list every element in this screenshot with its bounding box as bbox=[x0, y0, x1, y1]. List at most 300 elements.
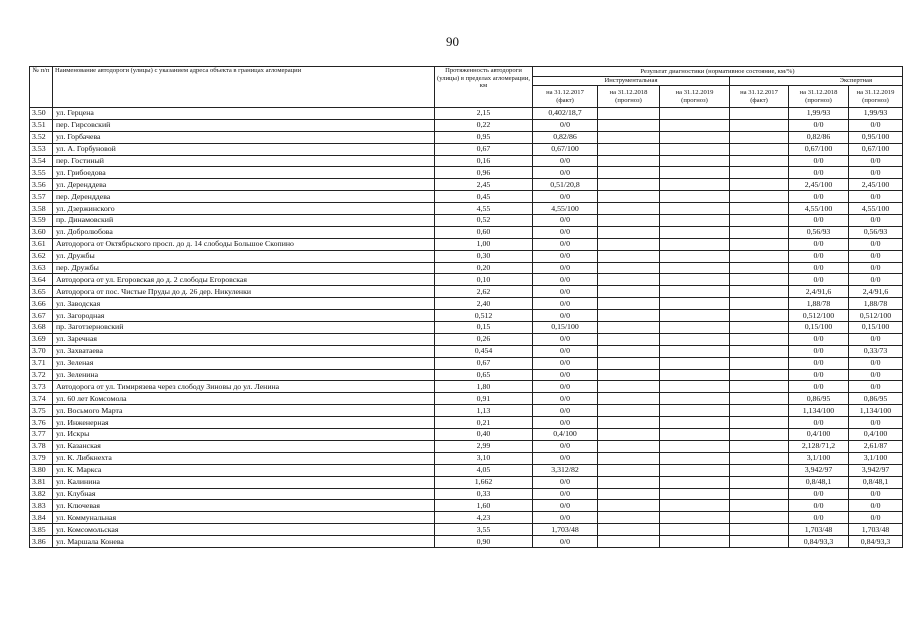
cell-expert-2019: 0/0 bbox=[849, 357, 903, 369]
cell-instr-2017: 0/0 bbox=[533, 417, 598, 429]
cell-instr-2019 bbox=[660, 119, 730, 131]
cell-instr-2017: 0,15/100 bbox=[533, 322, 598, 334]
table-row bbox=[30, 108, 903, 120]
cell-number: 3.67 bbox=[30, 310, 53, 322]
table-row bbox=[30, 369, 903, 381]
cell-name: Автодорога от Октябрьского просп. до д. 14 слободы Большое Скопино bbox=[53, 238, 435, 250]
cell-instr-2019 bbox=[660, 464, 730, 476]
table-row bbox=[30, 536, 903, 548]
cell-expert-2019: 0/0 bbox=[849, 417, 903, 429]
cell-length: 0,22 bbox=[435, 119, 533, 131]
cell-number: 3.53 bbox=[30, 143, 53, 155]
header-col-note: (факт) bbox=[750, 96, 768, 104]
cell-instr-2019 bbox=[660, 524, 730, 536]
cell-name: ул. Герцена bbox=[53, 108, 435, 120]
cell-expert-2019: 0/0 bbox=[849, 238, 903, 250]
cell-length: 2,99 bbox=[435, 440, 533, 452]
cell-expert-2018: 1,134/100 bbox=[789, 405, 849, 417]
cell-name: Автодорога от ул. Тимирязева через слободу Зиновы до ул. Ленина bbox=[53, 381, 435, 393]
header-col-note: (прогноз) bbox=[805, 96, 832, 104]
cell-number: 3.77 bbox=[30, 429, 53, 441]
cell-name: ул. Заводская bbox=[53, 298, 435, 310]
cell-expert-2017 bbox=[730, 464, 789, 476]
cell-instr-2019 bbox=[660, 310, 730, 322]
cell-name: ул. А. Горбуновой bbox=[53, 143, 435, 155]
cell-length: 0,45 bbox=[435, 191, 533, 203]
cell-length: 0,67 bbox=[435, 357, 533, 369]
cell-instr-2017: 0/0 bbox=[533, 440, 598, 452]
cell-number: 3.84 bbox=[30, 512, 53, 524]
cell-name: ул. Калинина bbox=[53, 476, 435, 488]
header-col-note: (прогноз) bbox=[615, 96, 642, 104]
cell-expert-2017 bbox=[730, 476, 789, 488]
cell-number: 3.76 bbox=[30, 417, 53, 429]
cell-instr-2019 bbox=[660, 417, 730, 429]
cell-expert-2018: 0/0 bbox=[789, 119, 849, 131]
cell-expert-2018: 0,8/48,1 bbox=[789, 476, 849, 488]
table-row bbox=[30, 429, 903, 441]
cell-instr-2018 bbox=[598, 536, 660, 548]
cell-number: 3.85 bbox=[30, 524, 53, 536]
cell-length: 0,26 bbox=[435, 333, 533, 345]
cell-instr-2019 bbox=[660, 381, 730, 393]
cell-expert-2017 bbox=[730, 215, 789, 227]
header-col-instr-2017 bbox=[533, 86, 598, 108]
cell-instr-2017: 0/0 bbox=[533, 369, 598, 381]
table-row bbox=[30, 131, 903, 143]
cell-expert-2019: 0,33/73 bbox=[849, 345, 903, 357]
cell-instr-2018 bbox=[598, 381, 660, 393]
cell-name: пер. Деренддева bbox=[53, 191, 435, 203]
cell-instr-2017: 0/0 bbox=[533, 215, 598, 227]
cell-expert-2018: 0/0 bbox=[789, 500, 849, 512]
cell-instr-2018 bbox=[598, 286, 660, 298]
cell-expert-2017 bbox=[730, 143, 789, 155]
table-row bbox=[30, 417, 903, 429]
cell-expert-2019: 1,88/78 bbox=[849, 298, 903, 310]
table-row bbox=[30, 393, 903, 405]
cell-length: 0,16 bbox=[435, 155, 533, 167]
cell-number: 3.82 bbox=[30, 488, 53, 500]
cell-instr-2017: 0/0 bbox=[533, 333, 598, 345]
cell-length: 0,10 bbox=[435, 274, 533, 286]
cell-number: 3.65 bbox=[30, 286, 53, 298]
cell-instr-2017: 0/0 bbox=[533, 191, 598, 203]
cell-length: 3,55 bbox=[435, 524, 533, 536]
cell-instr-2018 bbox=[598, 167, 660, 179]
cell-length: 0,454 bbox=[435, 345, 533, 357]
cell-expert-2017 bbox=[730, 333, 789, 345]
cell-instr-2018 bbox=[598, 393, 660, 405]
cell-number: 3.83 bbox=[30, 500, 53, 512]
cell-expert-2019: 0/0 bbox=[849, 381, 903, 393]
cell-instr-2018 bbox=[598, 322, 660, 334]
cell-expert-2019: 4,55/100 bbox=[849, 203, 903, 215]
cell-number: 3.63 bbox=[30, 262, 53, 274]
table-row bbox=[30, 298, 903, 310]
header-col-date: на 31.12.2018 bbox=[609, 89, 648, 96]
cell-instr-2019 bbox=[660, 393, 730, 405]
cell-expert-2017 bbox=[730, 369, 789, 381]
cell-number: 3.69 bbox=[30, 333, 53, 345]
cell-expert-2019: 1,99/93 bbox=[849, 108, 903, 120]
cell-instr-2019 bbox=[660, 488, 730, 500]
cell-instr-2017: 0,82/86 bbox=[533, 131, 598, 143]
cell-expert-2018: 1,88/78 bbox=[789, 298, 849, 310]
cell-name: ул. Добролюбова bbox=[53, 226, 435, 238]
cell-length: 0,20 bbox=[435, 262, 533, 274]
cell-expert-2019: 0/0 bbox=[849, 191, 903, 203]
cell-expert-2018: 2,4/91,6 bbox=[789, 286, 849, 298]
cell-instr-2017: 0/0 bbox=[533, 405, 598, 417]
cell-expert-2018: 0/0 bbox=[789, 238, 849, 250]
cell-length: 2,45 bbox=[435, 179, 533, 191]
cell-name: ул. Захватаева bbox=[53, 345, 435, 357]
cell-expert-2017 bbox=[730, 262, 789, 274]
cell-length: 3,10 bbox=[435, 452, 533, 464]
cell-expert-2019: 0,84/93,3 bbox=[849, 536, 903, 548]
cell-instr-2017: 0/0 bbox=[533, 155, 598, 167]
cell-instr-2017: 0/0 bbox=[533, 298, 598, 310]
cell-length: 1,00 bbox=[435, 238, 533, 250]
table-row bbox=[30, 381, 903, 393]
table-row bbox=[30, 322, 903, 334]
header-col-note: (прогноз) bbox=[681, 96, 708, 104]
table-row bbox=[30, 238, 903, 250]
cell-number: 3.58 bbox=[30, 203, 53, 215]
cell-expert-2019: 0/0 bbox=[849, 250, 903, 262]
cell-instr-2019 bbox=[660, 167, 730, 179]
table-row bbox=[30, 262, 903, 274]
cell-expert-2017 bbox=[730, 226, 789, 238]
cell-expert-2018: 2,128/71,2 bbox=[789, 440, 849, 452]
cell-instr-2018 bbox=[598, 345, 660, 357]
table-row bbox=[30, 440, 903, 452]
cell-length: 1,60 bbox=[435, 500, 533, 512]
cell-expert-2017 bbox=[730, 393, 789, 405]
table-row bbox=[30, 476, 903, 488]
cell-expert-2018: 0/0 bbox=[789, 512, 849, 524]
cell-number: 3.57 bbox=[30, 191, 53, 203]
cell-instr-2017: 0,51/20,8 bbox=[533, 179, 598, 191]
cell-instr-2019 bbox=[660, 440, 730, 452]
cell-expert-2017 bbox=[730, 381, 789, 393]
cell-expert-2018: 1,703/48 bbox=[789, 524, 849, 536]
cell-expert-2019: 2,45/100 bbox=[849, 179, 903, 191]
cell-expert-2017 bbox=[730, 429, 789, 441]
cell-instr-2019 bbox=[660, 512, 730, 524]
cell-instr-2017: 1,703/48 bbox=[533, 524, 598, 536]
cell-expert-2019: 0/0 bbox=[849, 262, 903, 274]
cell-expert-2017 bbox=[730, 298, 789, 310]
cell-number: 3.72 bbox=[30, 369, 53, 381]
cell-length: 0,67 bbox=[435, 143, 533, 155]
diagnostics-table bbox=[29, 66, 903, 548]
cell-instr-2017: 0/0 bbox=[533, 357, 598, 369]
cell-instr-2017: 0/0 bbox=[533, 345, 598, 357]
table-row bbox=[30, 524, 903, 536]
cell-instr-2019 bbox=[660, 238, 730, 250]
cell-instr-2019 bbox=[660, 357, 730, 369]
header-col-date: на 31.12.2017 bbox=[740, 89, 778, 96]
cell-expert-2017 bbox=[730, 322, 789, 334]
cell-expert-2017 bbox=[730, 310, 789, 322]
table-row bbox=[30, 512, 903, 524]
cell-expert-2017 bbox=[730, 167, 789, 179]
table-row bbox=[30, 167, 903, 179]
cell-instr-2019 bbox=[660, 262, 730, 274]
cell-instr-2018 bbox=[598, 191, 660, 203]
cell-name: Автодорога от пос. Чистые Пруды до д. 26 дер. Никуленки bbox=[53, 286, 435, 298]
cell-number: 3.60 bbox=[30, 226, 53, 238]
cell-name: пер. Гостиный bbox=[53, 155, 435, 167]
cell-number: 3.59 bbox=[30, 215, 53, 227]
cell-instr-2019 bbox=[660, 333, 730, 345]
cell-instr-2018 bbox=[598, 512, 660, 524]
cell-instr-2018 bbox=[598, 310, 660, 322]
cell-instr-2017: 0/0 bbox=[533, 262, 598, 274]
cell-name: ул. Искры bbox=[53, 429, 435, 441]
cell-instr-2019 bbox=[660, 405, 730, 417]
cell-length: 0,90 bbox=[435, 536, 533, 548]
cell-number: 3.71 bbox=[30, 357, 53, 369]
cell-number: 3.73 bbox=[30, 381, 53, 393]
cell-name: ул. Зеленина bbox=[53, 369, 435, 381]
cell-expert-2018: 0/0 bbox=[789, 155, 849, 167]
cell-name: ул. Дружбы bbox=[53, 250, 435, 262]
cell-expert-2017 bbox=[730, 345, 789, 357]
cell-instr-2017: 0/0 bbox=[533, 119, 598, 131]
cell-length: 0,512 bbox=[435, 310, 533, 322]
cell-length: 0,21 bbox=[435, 417, 533, 429]
cell-expert-2017 bbox=[730, 191, 789, 203]
cell-expert-2017 bbox=[730, 155, 789, 167]
cell-name: ул. 60 лет Комсомола bbox=[53, 393, 435, 405]
cell-name: ул. Ключевая bbox=[53, 500, 435, 512]
header-col-instr-2018 bbox=[598, 86, 660, 108]
cell-instr-2018 bbox=[598, 417, 660, 429]
table-body bbox=[30, 108, 903, 548]
cell-instr-2018 bbox=[598, 215, 660, 227]
cell-expert-2017 bbox=[730, 203, 789, 215]
cell-expert-2018: 0,56/93 bbox=[789, 226, 849, 238]
header-result: Результат диагностики (нормативное состояние, км/%) bbox=[533, 67, 903, 77]
cell-instr-2017: 0/0 bbox=[533, 274, 598, 286]
cell-instr-2018 bbox=[598, 476, 660, 488]
cell-instr-2017: 0,402/18,7 bbox=[533, 108, 598, 120]
table-row bbox=[30, 143, 903, 155]
cell-expert-2019: 0/0 bbox=[849, 167, 903, 179]
cell-expert-2018: 0/0 bbox=[789, 369, 849, 381]
cell-number: 3.61 bbox=[30, 238, 53, 250]
cell-length: 1,13 bbox=[435, 405, 533, 417]
cell-expert-2019: 0,4/100 bbox=[849, 429, 903, 441]
cell-number: 3.86 bbox=[30, 536, 53, 548]
cell-instr-2018 bbox=[598, 108, 660, 120]
table-row bbox=[30, 215, 903, 227]
cell-expert-2017 bbox=[730, 274, 789, 286]
cell-name: пер. Дружбы bbox=[53, 262, 435, 274]
cell-expert-2019: 3,942/97 bbox=[849, 464, 903, 476]
cell-number: 3.68 bbox=[30, 322, 53, 334]
header-col-date: на 31.12.2019 bbox=[675, 89, 714, 96]
cell-expert-2019: 0/0 bbox=[849, 215, 903, 227]
header-col-expert-2018 bbox=[789, 86, 849, 108]
cell-name: ул. К. Маркса bbox=[53, 464, 435, 476]
cell-expert-2018: 0/0 bbox=[789, 345, 849, 357]
cell-instr-2017: 0/0 bbox=[533, 476, 598, 488]
cell-name: ул. Коммунальная bbox=[53, 512, 435, 524]
cell-expert-2019: 0,512/100 bbox=[849, 310, 903, 322]
cell-name: ул. Зеленая bbox=[53, 357, 435, 369]
cell-instr-2019 bbox=[660, 143, 730, 155]
cell-length: 0,30 bbox=[435, 250, 533, 262]
cell-length: 0,91 bbox=[435, 393, 533, 405]
cell-expert-2017 bbox=[730, 357, 789, 369]
cell-expert-2017 bbox=[730, 286, 789, 298]
cell-expert-2019: 3,1/100 bbox=[849, 452, 903, 464]
cell-length: 2,15 bbox=[435, 108, 533, 120]
cell-instr-2019 bbox=[660, 191, 730, 203]
cell-number: 3.54 bbox=[30, 155, 53, 167]
cell-name: ул. Грибоедова bbox=[53, 167, 435, 179]
cell-length: 2,40 bbox=[435, 298, 533, 310]
cell-expert-2018: 0,512/100 bbox=[789, 310, 849, 322]
cell-instr-2018 bbox=[598, 369, 660, 381]
cell-expert-2018: 0/0 bbox=[789, 357, 849, 369]
cell-instr-2019 bbox=[660, 536, 730, 548]
cell-expert-2018: 0/0 bbox=[789, 167, 849, 179]
table-row bbox=[30, 274, 903, 286]
cell-instr-2018 bbox=[598, 333, 660, 345]
cell-expert-2017 bbox=[730, 108, 789, 120]
cell-instr-2018 bbox=[598, 143, 660, 155]
cell-length: 4,05 bbox=[435, 464, 533, 476]
cell-name: ул. Дзержинского bbox=[53, 203, 435, 215]
cell-number: 3.70 bbox=[30, 345, 53, 357]
cell-name: Автодорога от ул. Егоровская до д. 2 слободы Егоровская bbox=[53, 274, 435, 286]
cell-instr-2017: 3,312/82 bbox=[533, 464, 598, 476]
header-number: № п/п bbox=[30, 67, 53, 108]
cell-expert-2018: 0/0 bbox=[789, 191, 849, 203]
cell-instr-2018 bbox=[598, 488, 660, 500]
cell-expert-2017 bbox=[730, 452, 789, 464]
cell-expert-2018: 0,67/100 bbox=[789, 143, 849, 155]
cell-number: 3.66 bbox=[30, 298, 53, 310]
header-length: Протяженность автодороги (улицы) в пределах агломерации, км bbox=[435, 67, 533, 108]
cell-instr-2019 bbox=[660, 215, 730, 227]
cell-name: ул. Клубная bbox=[53, 488, 435, 500]
cell-expert-2019: 0/0 bbox=[849, 369, 903, 381]
cell-instr-2017: 0/0 bbox=[533, 500, 598, 512]
cell-instr-2017: 0,67/100 bbox=[533, 143, 598, 155]
table-row bbox=[30, 286, 903, 298]
cell-expert-2019: 0,86/95 bbox=[849, 393, 903, 405]
cell-instr-2018 bbox=[598, 155, 660, 167]
cell-instr-2017: 0/0 bbox=[533, 167, 598, 179]
cell-expert-2017 bbox=[730, 536, 789, 548]
cell-expert-2019: 0,67/100 bbox=[849, 143, 903, 155]
cell-name: пер. Гирсовский bbox=[53, 119, 435, 131]
cell-instr-2017: 4,55/100 bbox=[533, 203, 598, 215]
cell-instr-2018 bbox=[598, 464, 660, 476]
cell-instr-2018 bbox=[598, 250, 660, 262]
cell-instr-2018 bbox=[598, 238, 660, 250]
header-instrumental: Инструментальная bbox=[533, 77, 730, 86]
cell-expert-2018: 0,86/95 bbox=[789, 393, 849, 405]
cell-number: 3.64 bbox=[30, 274, 53, 286]
cell-expert-2019: 0,15/100 bbox=[849, 322, 903, 334]
cell-instr-2018 bbox=[598, 440, 660, 452]
cell-instr-2017: 0/0 bbox=[533, 536, 598, 548]
cell-length: 4,23 bbox=[435, 512, 533, 524]
cell-expert-2019: 0,95/100 bbox=[849, 131, 903, 143]
cell-number: 3.50 bbox=[30, 108, 53, 120]
cell-name: ул. Восьмого Марта bbox=[53, 405, 435, 417]
cell-expert-2018: 0/0 bbox=[789, 417, 849, 429]
cell-instr-2017: 0/0 bbox=[533, 512, 598, 524]
cell-instr-2018 bbox=[598, 203, 660, 215]
cell-instr-2018 bbox=[598, 131, 660, 143]
cell-instr-2019 bbox=[660, 250, 730, 262]
cell-number: 3.80 bbox=[30, 464, 53, 476]
cell-number: 3.62 bbox=[30, 250, 53, 262]
table-row bbox=[30, 357, 903, 369]
cell-instr-2017: 0/0 bbox=[533, 310, 598, 322]
cell-expert-2017 bbox=[730, 250, 789, 262]
cell-name: ул. Маршала Конева bbox=[53, 536, 435, 548]
cell-expert-2019: 0/0 bbox=[849, 500, 903, 512]
cell-expert-2018: 0/0 bbox=[789, 381, 849, 393]
cell-name: ул. Загородная bbox=[53, 310, 435, 322]
cell-instr-2017: 0/0 bbox=[533, 226, 598, 238]
cell-number: 3.79 bbox=[30, 452, 53, 464]
cell-instr-2018 bbox=[598, 405, 660, 417]
cell-name: ул. К. Либкнехта bbox=[53, 452, 435, 464]
cell-instr-2019 bbox=[660, 131, 730, 143]
header-name: Наименование автодороги (улицы) с указанием адреса объекта в границах агломерации bbox=[53, 67, 435, 108]
cell-expert-2018: 0,84/93,3 bbox=[789, 536, 849, 548]
cell-length: 0,33 bbox=[435, 488, 533, 500]
cell-expert-2019: 2,61/87 bbox=[849, 440, 903, 452]
cell-instr-2017: 0/0 bbox=[533, 488, 598, 500]
header-col-date: на 31.12.2017 bbox=[546, 89, 584, 96]
cell-expert-2019: 0,8/48,1 bbox=[849, 476, 903, 488]
cell-expert-2017 bbox=[730, 417, 789, 429]
cell-length: 0,95 bbox=[435, 131, 533, 143]
cell-instr-2017: 0/0 bbox=[533, 286, 598, 298]
cell-expert-2017 bbox=[730, 238, 789, 250]
header-col-date: на 31.12.2019 bbox=[856, 89, 895, 96]
cell-expert-2017 bbox=[730, 405, 789, 417]
table-row bbox=[30, 179, 903, 191]
cell-expert-2018: 0,15/100 bbox=[789, 322, 849, 334]
cell-instr-2017: 0,4/100 bbox=[533, 429, 598, 441]
cell-length: 4,55 bbox=[435, 203, 533, 215]
cell-expert-2018: 4,55/100 bbox=[789, 203, 849, 215]
cell-expert-2019: 0/0 bbox=[849, 155, 903, 167]
cell-expert-2019: 1,703/48 bbox=[849, 524, 903, 536]
cell-expert-2019: 0/0 bbox=[849, 274, 903, 286]
cell-expert-2018: 3,1/100 bbox=[789, 452, 849, 464]
cell-instr-2019 bbox=[660, 322, 730, 334]
cell-name: ул. Заречная bbox=[53, 333, 435, 345]
cell-length: 1,662 bbox=[435, 476, 533, 488]
cell-name: ул. Комсомольская bbox=[53, 524, 435, 536]
table-row bbox=[30, 452, 903, 464]
cell-name: ул. Горбачева bbox=[53, 131, 435, 143]
header-col-expert-2017 bbox=[730, 86, 789, 108]
